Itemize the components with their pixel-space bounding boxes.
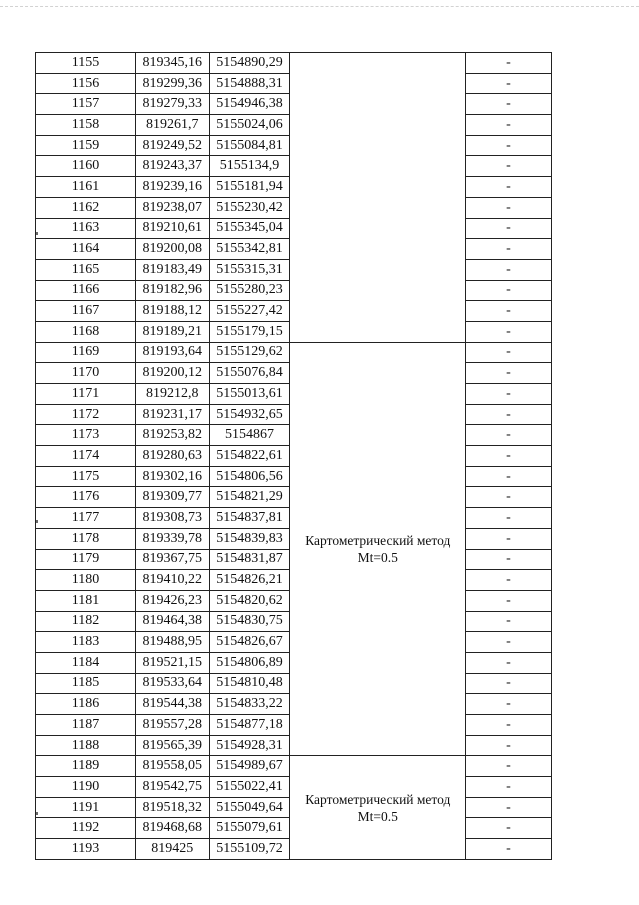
x-coordinate-cell: 819261,7 [135, 115, 209, 136]
x-coordinate-cell: 819308,73 [135, 508, 209, 529]
x-coordinate-cell: 819464,38 [135, 611, 209, 632]
point-number-cell: 1162 [36, 197, 136, 218]
y-coordinate-cell: 5154810,48 [209, 673, 290, 694]
y-coordinate-cell: 5155022,41 [209, 777, 290, 798]
accuracy-value-cell: - [466, 673, 552, 694]
y-coordinate-cell: 5155179,15 [209, 321, 290, 342]
point-number-cell: 1174 [36, 446, 136, 467]
point-number-cell: 1185 [36, 673, 136, 694]
accuracy-value-cell: - [466, 715, 552, 736]
accuracy-value-cell: - [466, 218, 552, 239]
point-number-cell: 1168 [36, 321, 136, 342]
accuracy-value-cell: - [466, 756, 552, 777]
y-coordinate-cell: 5155315,31 [209, 259, 290, 280]
accuracy-value-cell: - [466, 632, 552, 653]
point-number-cell: 1160 [36, 156, 136, 177]
point-number-cell: 1176 [36, 487, 136, 508]
x-coordinate-cell: 819200,08 [135, 239, 209, 260]
accuracy-value-cell: - [466, 301, 552, 322]
accuracy-value-cell: - [466, 404, 552, 425]
method-cell: Картометрический метод Mt=0.5 [290, 342, 466, 756]
point-number-cell: 1177 [36, 508, 136, 529]
accuracy-value-cell: - [466, 652, 552, 673]
y-coordinate-cell: 5155084,81 [209, 135, 290, 156]
accuracy-value-cell: - [466, 280, 552, 301]
accuracy-value-cell: - [466, 156, 552, 177]
y-coordinate-cell: 5155345,04 [209, 218, 290, 239]
point-number-cell: 1192 [36, 818, 136, 839]
accuracy-value-cell: - [466, 259, 552, 280]
x-coordinate-cell: 819299,36 [135, 73, 209, 94]
accuracy-value-cell: - [466, 508, 552, 529]
point-number-cell: 1188 [36, 735, 136, 756]
accuracy-value-cell: - [466, 797, 552, 818]
accuracy-value-cell: - [466, 839, 552, 860]
y-coordinate-cell: 5154821,29 [209, 487, 290, 508]
accuracy-value-cell: - [466, 446, 552, 467]
x-coordinate-cell: 819533,64 [135, 673, 209, 694]
x-coordinate-cell: 819183,49 [135, 259, 209, 280]
y-coordinate-cell: 5154946,38 [209, 94, 290, 115]
y-coordinate-cell: 5154877,18 [209, 715, 290, 736]
x-coordinate-cell: 819544,38 [135, 694, 209, 715]
point-number-cell: 1180 [36, 570, 136, 591]
point-number-cell: 1169 [36, 342, 136, 363]
point-number-cell: 1193 [36, 839, 136, 860]
y-coordinate-cell: 5154839,83 [209, 528, 290, 549]
accuracy-value-cell: - [466, 197, 552, 218]
point-number-cell: 1191 [36, 797, 136, 818]
method-cell: Картометрический метод Mt=0.5 [290, 756, 466, 859]
x-coordinate-cell: 819565,39 [135, 735, 209, 756]
point-number-cell: 1172 [36, 404, 136, 425]
accuracy-value-cell: - [466, 321, 552, 342]
x-coordinate-cell: 819253,82 [135, 425, 209, 446]
x-coordinate-cell: 819425 [135, 839, 209, 860]
x-coordinate-cell: 819488,95 [135, 632, 209, 653]
point-number-cell: 1165 [36, 259, 136, 280]
y-coordinate-cell: 5154806,56 [209, 466, 290, 487]
accuracy-value-cell: - [466, 549, 552, 570]
accuracy-value-cell: - [466, 466, 552, 487]
y-coordinate-cell: 5154822,61 [209, 446, 290, 467]
y-coordinate-cell: 5155134,9 [209, 156, 290, 177]
y-coordinate-cell: 5154928,31 [209, 735, 290, 756]
x-coordinate-cell: 819309,77 [135, 487, 209, 508]
x-coordinate-cell: 819212,8 [135, 384, 209, 405]
y-coordinate-cell: 5155076,84 [209, 363, 290, 384]
table-row [36, 342, 639, 363]
accuracy-value-cell: - [466, 777, 552, 798]
page-top-edge [0, 6, 639, 7]
table-row [36, 53, 639, 74]
point-number-cell: 1164 [36, 239, 136, 260]
coordinates-table-body [36, 53, 639, 860]
y-coordinate-cell: 5154830,75 [209, 611, 290, 632]
y-coordinate-cell: 5154831,87 [209, 549, 290, 570]
accuracy-value-cell: - [466, 818, 552, 839]
point-number-cell: 1166 [36, 280, 136, 301]
y-coordinate-cell: 5154806,89 [209, 652, 290, 673]
accuracy-value-cell: - [466, 528, 552, 549]
x-coordinate-cell: 819238,07 [135, 197, 209, 218]
accuracy-value-cell: - [466, 177, 552, 198]
y-coordinate-cell: 5154833,22 [209, 694, 290, 715]
x-coordinate-cell: 819243,37 [135, 156, 209, 177]
point-number-cell: 1178 [36, 528, 136, 549]
y-coordinate-cell: 5154837,81 [209, 508, 290, 529]
accuracy-value-cell: - [466, 363, 552, 384]
x-coordinate-cell: 819518,32 [135, 797, 209, 818]
y-coordinate-cell: 5154867 [209, 425, 290, 446]
y-coordinate-cell: 5155129,62 [209, 342, 290, 363]
accuracy-value-cell: - [466, 53, 552, 74]
x-coordinate-cell: 819339,78 [135, 528, 209, 549]
x-coordinate-cell: 819210,61 [135, 218, 209, 239]
point-number-cell: 1156 [36, 73, 136, 94]
x-coordinate-cell: 819367,75 [135, 549, 209, 570]
x-coordinate-cell: 819558,05 [135, 756, 209, 777]
y-coordinate-cell: 5155024,06 [209, 115, 290, 136]
x-coordinate-cell: 819302,16 [135, 466, 209, 487]
x-coordinate-cell: 819542,75 [135, 777, 209, 798]
accuracy-value-cell: - [466, 239, 552, 260]
y-coordinate-cell: 5154989,67 [209, 756, 290, 777]
x-coordinate-cell: 819249,52 [135, 135, 209, 156]
x-coordinate-cell: 819426,23 [135, 590, 209, 611]
point-number-cell: 1186 [36, 694, 136, 715]
x-coordinate-cell: 819189,21 [135, 321, 209, 342]
x-coordinate-cell: 819239,16 [135, 177, 209, 198]
table-row [36, 756, 639, 777]
point-number-cell: 1167 [36, 301, 136, 322]
y-coordinate-cell: 5154932,65 [209, 404, 290, 425]
accuracy-value-cell: - [466, 487, 552, 508]
accuracy-value-cell: - [466, 94, 552, 115]
point-number-cell: 1157 [36, 94, 136, 115]
point-number-cell: 1187 [36, 715, 136, 736]
y-coordinate-cell: 5154890,29 [209, 53, 290, 74]
accuracy-value-cell: - [466, 73, 552, 94]
y-coordinate-cell: 5154826,21 [209, 570, 290, 591]
x-coordinate-cell: 819188,12 [135, 301, 209, 322]
accuracy-value-cell: - [466, 135, 552, 156]
y-coordinate-cell: 5154826,67 [209, 632, 290, 653]
point-number-cell: 1190 [36, 777, 136, 798]
y-coordinate-cell: 5155049,64 [209, 797, 290, 818]
point-number-cell: 1155 [36, 53, 136, 74]
x-coordinate-cell: 819279,33 [135, 94, 209, 115]
point-number-cell: 1173 [36, 425, 136, 446]
point-number-cell: 1175 [36, 466, 136, 487]
x-coordinate-cell: 819410,22 [135, 570, 209, 591]
accuracy-value-cell: - [466, 425, 552, 446]
x-coordinate-cell: 819521,15 [135, 652, 209, 673]
point-number-cell: 1159 [36, 135, 136, 156]
point-number-cell: 1170 [36, 363, 136, 384]
y-coordinate-cell: 5155013,61 [209, 384, 290, 405]
point-number-cell: 1189 [36, 756, 136, 777]
x-coordinate-cell: 819468,68 [135, 818, 209, 839]
point-number-cell: 1171 [36, 384, 136, 405]
y-coordinate-cell: 5155181,94 [209, 177, 290, 198]
accuracy-value-cell: - [466, 611, 552, 632]
point-number-cell: 1161 [36, 177, 136, 198]
accuracy-value-cell: - [466, 342, 552, 363]
y-coordinate-cell: 5155227,42 [209, 301, 290, 322]
x-coordinate-cell: 819200,12 [135, 363, 209, 384]
y-coordinate-cell: 5155109,72 [209, 839, 290, 860]
point-number-cell: 1182 [36, 611, 136, 632]
accuracy-value-cell: - [466, 570, 552, 591]
y-coordinate-cell: 5155079,61 [209, 818, 290, 839]
point-number-cell: 1158 [36, 115, 136, 136]
accuracy-value-cell: - [466, 115, 552, 136]
x-coordinate-cell: 819557,28 [135, 715, 209, 736]
accuracy-value-cell: - [466, 694, 552, 715]
accuracy-value-cell: - [466, 384, 552, 405]
point-number-cell: 1179 [36, 549, 136, 570]
point-number-cell: 1181 [36, 590, 136, 611]
x-coordinate-cell: 819231,17 [135, 404, 209, 425]
x-coordinate-cell: 819193,64 [135, 342, 209, 363]
y-coordinate-cell: 5154888,31 [209, 73, 290, 94]
coordinates-table [35, 52, 639, 860]
x-coordinate-cell: 819345,16 [135, 53, 209, 74]
accuracy-value-cell: - [466, 735, 552, 756]
y-coordinate-cell: 5155342,81 [209, 239, 290, 260]
point-number-cell: 1183 [36, 632, 136, 653]
point-number-cell: 1163 [36, 218, 136, 239]
x-coordinate-cell: 819280,63 [135, 446, 209, 467]
y-coordinate-cell: 5155280,23 [209, 280, 290, 301]
y-coordinate-cell: 5154820,62 [209, 590, 290, 611]
method-cell [290, 53, 466, 343]
point-number-cell: 1184 [36, 652, 136, 673]
accuracy-value-cell: - [466, 590, 552, 611]
x-coordinate-cell: 819182,96 [135, 280, 209, 301]
y-coordinate-cell: 5155230,42 [209, 197, 290, 218]
